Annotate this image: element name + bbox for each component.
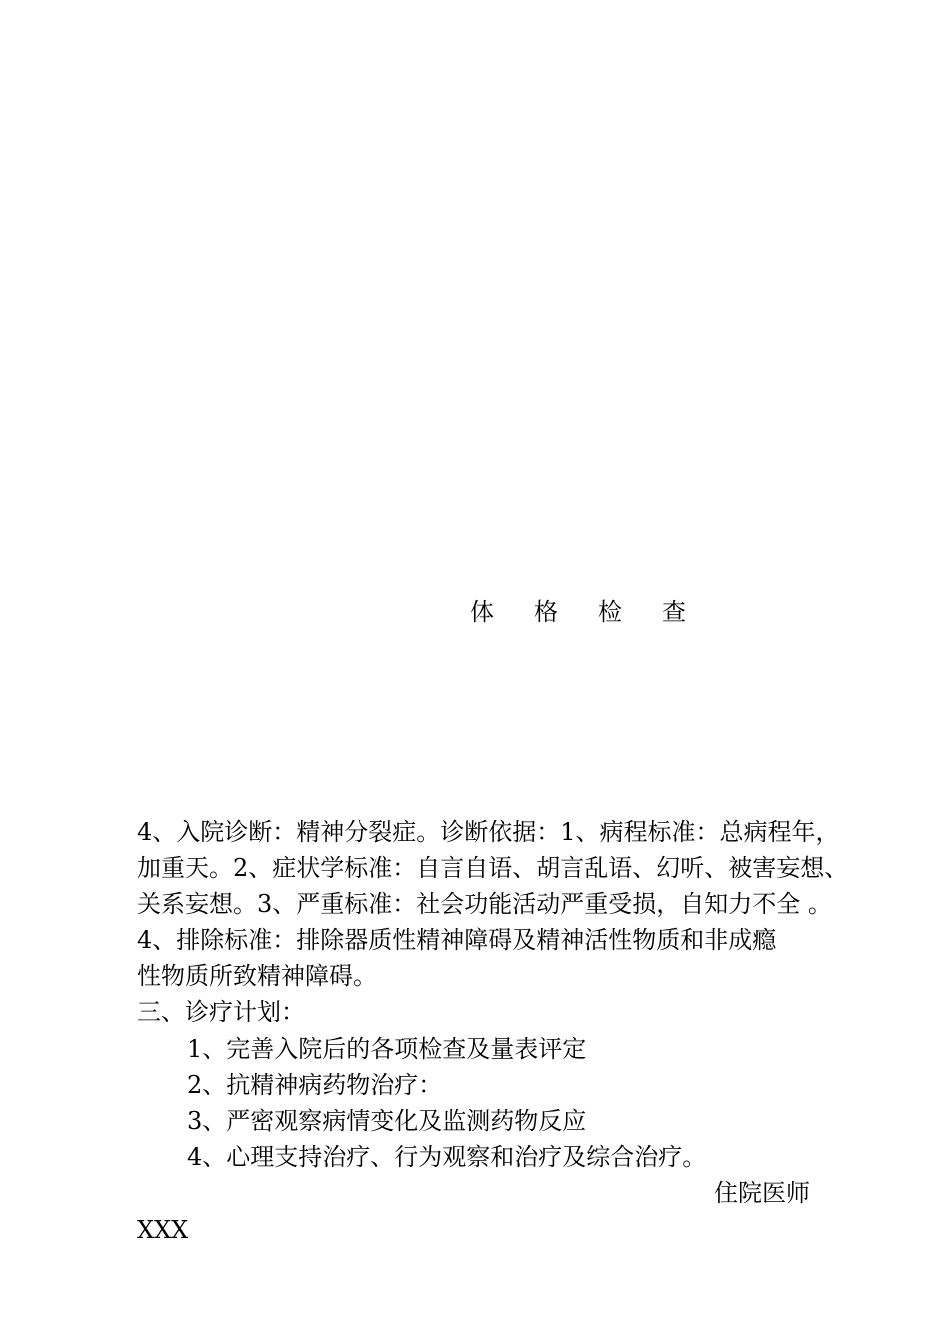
signature-name: XXX bbox=[137, 1216, 189, 1244]
heading-char-3: 检 bbox=[598, 598, 622, 626]
diagnosis-line-5: 性物质所致精神障碍。 bbox=[137, 962, 377, 990]
diagnosis-line-2: 加重天。2、症状学标准：自言自语、胡言乱语、幻听、被害妄想、 bbox=[137, 854, 849, 882]
heading-char-4: 查 bbox=[662, 598, 686, 626]
section-heading bbox=[470, 596, 726, 628]
plan-item-3: 3、严密观察病情变化及监测药物反应 bbox=[187, 1107, 587, 1135]
diagnosis-line-3: 关系妄想。3、严重标准：社会功能活动严重受损，自知力不全 。 bbox=[137, 890, 832, 918]
signature-role: 住院医师 bbox=[714, 1179, 810, 1207]
plan-item-2: 2、抗精神病药物治疗： bbox=[187, 1071, 443, 1099]
plan-item-1: 1、完善入院后的各项检查及量表评定 bbox=[187, 1035, 587, 1063]
plan-item-4: 4、心理支持治疗、行为观察和治疗及综合治疗。 bbox=[187, 1143, 707, 1171]
heading-char-1: 体 bbox=[470, 598, 494, 626]
diagnosis-line-4: 4、排除标准：排除器质性精神障碍及精神活性物质和非成瘾 bbox=[137, 926, 777, 954]
plan-title: 三、诊疗计划： bbox=[137, 998, 305, 1026]
heading-char-2: 格 bbox=[534, 598, 558, 626]
diagnosis-line-1: 4、入院诊断：精神分裂症。诊断依据：1、病程标准：总病程年， bbox=[137, 818, 840, 846]
